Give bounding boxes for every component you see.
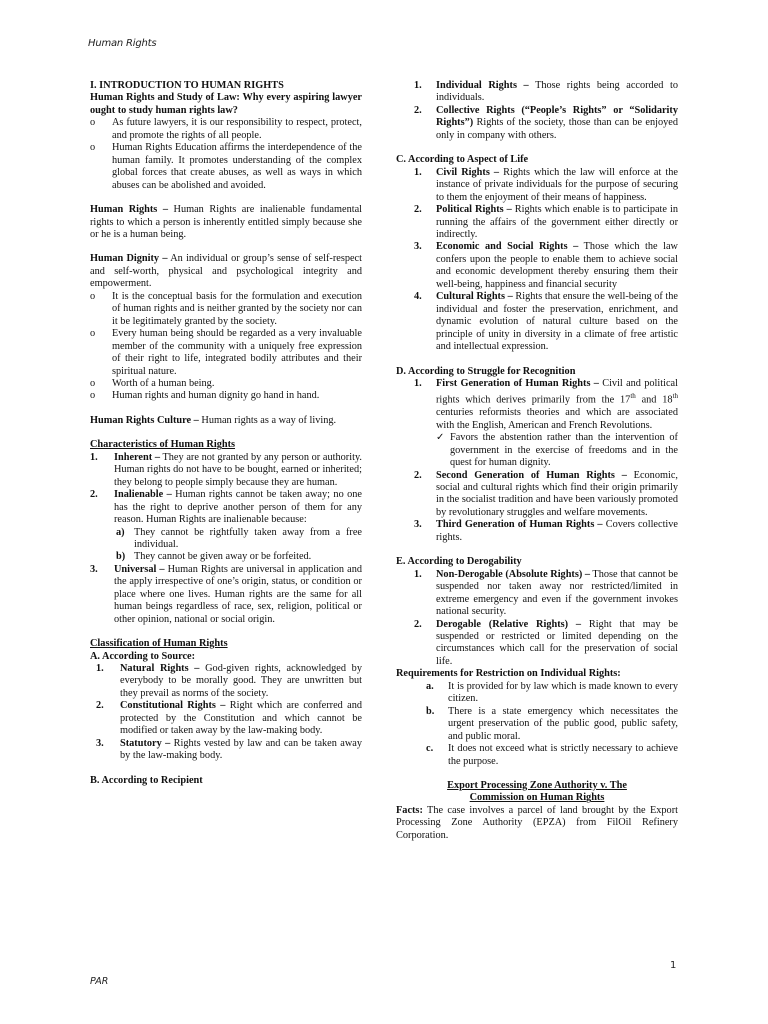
list-item: 4. Cultural Rights – Rights that ensure the well-being of the individual and foster the preservation, enrichment, and dynamic evolution of natural culture based on the principle of unity in diversity in a climate of free artistic and intellectual expression. — [414, 291, 679, 353]
list-item: 2. Collective Rights (“People’s Rights” or “Solidarity Rights”) Rights of the society, those than can be enjoyed only in company with others. — [414, 104, 678, 141]
subsection-heading: B. According to Recipient — [90, 774, 203, 786]
list-item: 1. Inherent – They are not granted by any person or authority. Human rights do not have to be bought, earned or inherited; they belong to people simply because they are human. — [90, 451, 362, 488]
bullet-icon: o — [90, 390, 96, 402]
case-title: Commission on Human Rights — [469, 792, 605, 804]
classification-heading: Classification of Human Rights — [90, 638, 228, 650]
subsection-heading: C. According to Aspect of Life — [396, 154, 529, 166]
list-item: 3. Universal – Human Rights are universal in application and the apply irrespective of one’s origin, status, or condition or place where one lives. Human rights are the same for all human beings regardless of race, sex, religion, political or other opinion, national or social origin. — [90, 563, 362, 625]
list-item: o Human rights and human dignity go hand in hand. — [90, 390, 320, 402]
section-subtitle: Human Rights and Study of Law: Why every aspiring lawyer ought to study human rights law? — [90, 92, 362, 116]
bullet-icon: o — [90, 290, 96, 302]
list-item: 1. First Generation of Human Rights – Civil and political rights which derives primarily from the 17th and 18th centuries reformists theories and which are associated with the English, American and French Revolutions. — [414, 377, 679, 431]
list-item: 3. Third Generation of Human Rights – Covers collective rights. — [414, 519, 679, 543]
list-item: o Worth of a human being. — [90, 377, 215, 389]
list-item: 2. Political Rights – Rights which enable is to participate in running the affairs of the government either directly or indirectly. — [414, 204, 678, 240]
list-item: 2. Second Generation of Human Rights – Economic, social and cultural rights which find their origin primarily in the socialist tradition and have been variously promoted by revolutionary struggles and welfare movements. — [414, 469, 678, 518]
list-item: o Every human being should be regarded as a very invaluable member of the community with a uniquely free expression of their right to life, integrated bodily attributes and their spiritual nature. — [90, 328, 362, 377]
list-item: 3. Economic and Social Rights – Those which the law confers upon the people to enable them to achieve social and economic development thereby ensuring them their well-being, happiness and financial security — [414, 241, 678, 290]
definition-human-rights: Human Rights – Human Rights are inalienable fundamental rights to which a person is inherently entitled simply because she or he is a human being. — [90, 204, 363, 240]
list-item: a. It is provided for by law which is made known to every citizen. — [426, 680, 678, 705]
sub-list — [396, 681, 678, 768]
page-number: 1 — [670, 960, 677, 971]
list-item: 1. Natural Rights – God-given rights, acknowledged by everybody to be morally good. They are unwritten but they prevail as norms of the society. — [96, 663, 362, 699]
list-item: o As future lawyers, it is our responsibility to respect, protect, and promote the rights of all people. — [90, 117, 362, 141]
subsection-heading: A. According to Source: — [90, 650, 196, 662]
case-facts: Facts: The case involves a parcel of land brought by the Export Processing Zone Authority (EPZA) from FilOil Refinery Corporation. — [396, 804, 678, 841]
definition-human-dignity: Human Dignity – An individual or group’s sense of self-respect and self-worth, physical and psychological integrity and empowerment. — [90, 253, 362, 290]
list-item: 2. Derogable (Relative Rights) – Right that may be suspended or restricted or limited depending on the circumstances which call for the preservation of social life. — [414, 618, 678, 667]
section-title: I. INTRODUCTION TO HUMAN RIGHTS — [90, 80, 284, 91]
list-item: 1. Non-Derogable (Absolute Rights) – Those that cannot be suspended nor taken away nor restricted/limited in extreme emergency and even if the government invokes national security. — [414, 568, 678, 618]
list-item: b. There is a state emergency which necessitates the urgent preservation of the public good, public safety, and public moral. — [426, 705, 678, 742]
list-item: o Human Rights Education affirms the interdependence of the human family. It promotes understanding of the complex global forces that create abuses, as well as ways in which abuses can be abolished and avoided. — [90, 142, 362, 191]
bullet-icon: o — [90, 377, 96, 389]
list-item: 1. Civil Rights – Rights which the law will enforce at the instance of private individuals for the purpose of securing to them the enjoyment of their means of happiness. — [414, 166, 678, 203]
right-column — [396, 80, 678, 842]
bullet-icon: o — [90, 142, 96, 154]
list-item: 2. Constitutional Rights – Right which are conferred and protected by the Constitution and which cannot be modified or taken away by the law-making body. — [96, 700, 362, 737]
left-column — [90, 80, 362, 787]
subsection-heading: D. According to Struggle for Recognition — [396, 365, 576, 377]
list-item: 1. Individual Rights – Those rights being accorded to individuals. — [414, 80, 678, 104]
list-item: a) They cannot be rightfully taken away from a free individual. — [116, 526, 362, 550]
subsection-heading: E. According to Derogability — [396, 556, 522, 568]
definition-hr-culture: Human Rights Culture – Human rights as a way of living. — [90, 414, 337, 426]
list-item: 2. Inalienable – Human rights cannot be taken away; no one has the right to deprive another person of them for any reason. Human Rights are inalienable because: — [90, 489, 362, 526]
characteristics-heading: Characteristics of Human Rights — [90, 439, 236, 451]
list-item: b) They cannot be given away or be forfeited. — [116, 551, 312, 563]
case-title: Export Processing Zone Authority v. The — [447, 779, 627, 791]
bullet-icon: o — [90, 117, 96, 129]
bullet-icon: o — [90, 328, 96, 340]
list-item: 3. Statutory – Rights vested by law and can be taken away by the law-making body. — [96, 737, 362, 762]
checkmark-icon: ✓ — [436, 432, 445, 444]
list-item: c. It does not exceed what is strictly necessary to achieve the purpose. — [426, 743, 678, 767]
footer-initials: PAR — [90, 976, 109, 987]
sub-list — [90, 527, 362, 564]
requirements-heading: Requirements for Restriction on Individual Rights: — [396, 668, 621, 680]
list-item: ✓ Favors the abstention rather than the intervention of government in the exercise of freedoms and in the quest for human dignity. — [436, 432, 678, 469]
running-header: Human Rights — [88, 38, 157, 49]
list-item: o It is the conceptual basis for the formulation and execution of human rights and is neither granted by the society nor can it be legitimately granted by the society. — [90, 290, 362, 327]
